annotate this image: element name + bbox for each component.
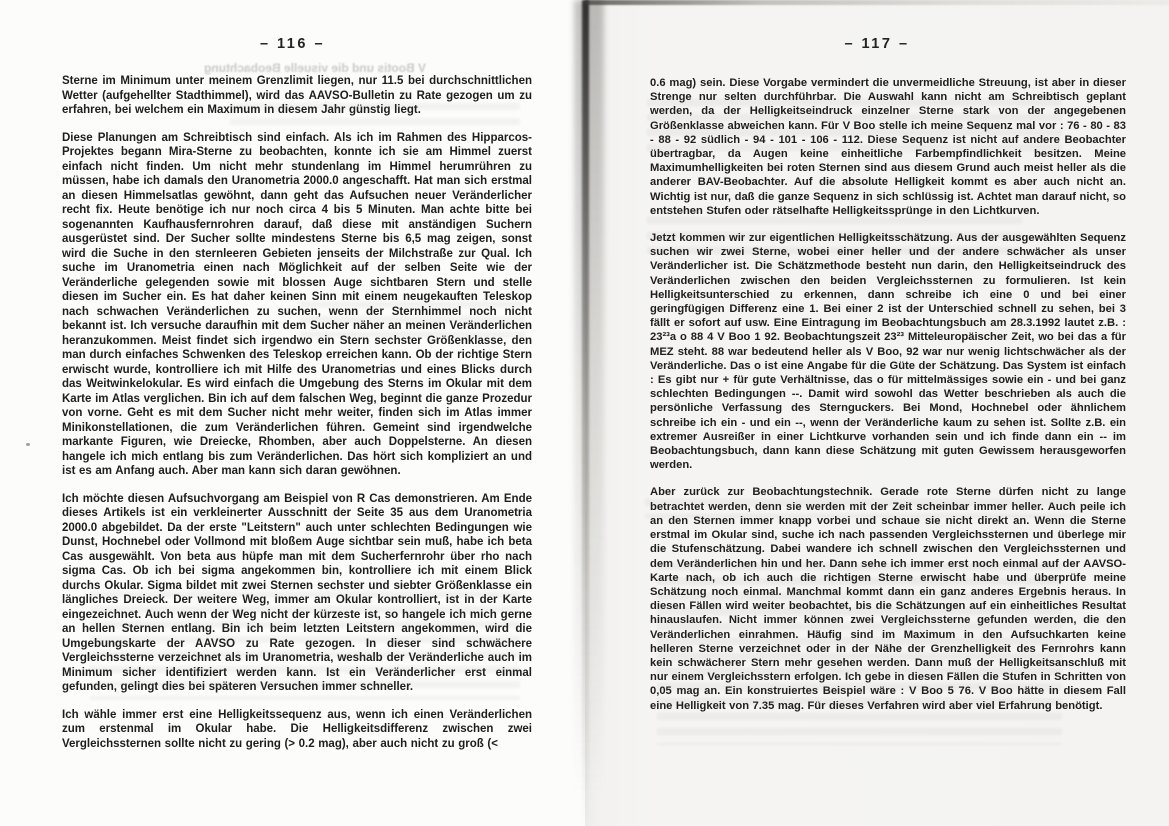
page-number: – 116 – [259,36,326,52]
text-column [650,76,1126,726]
paragraph: Ich möchte diesen Aufsuchvorgang am Beispiel von R Cas demonstrieren. Am Ende dieses Artikels ist ein verkleinerter Ausschnitt der Seite 35 aus dem Uranometria 2000.0 abgebildet. Da der erste "Leitstern" auch unter schlechten Bedingungen wie Dunst, Hochnebel oder Vollmond mit bloßem Auge sichtbar sein muß, habe ich beta Cas ausgewählt. Von beta aus hüpfe man mit dem Sucherfernrohr über rho nach sigma Cas. Ob ich bei sigma angekommen bin, kontrolliere ich mit einem Blick durchs Okular. Sigma bildet mit zwei Sternen sechster und siebter Größenklasse ein längliches Dreieck. Der weitere Weg, immer am Okular kontrolliert, ist in der Karte eingezeichnet. Auch wenn der Weg nicht der kürzeste ist, so hangele ich mich gerne an hellen Sternen entlang. Bin ich beim letzten Leitstern angekommen, wird die Umgebungskarte der AAVSO zu Rate gezogen. In dieser sind schwächere Vergleichssterne verzeichnet als im Uranometria, weshalb der Veränderliche auch im Minimum sicher identifiziert werden kann. Ist ein Veränderlicher erst einmal gefunden, gelingt dies bei späteren Versuchen immer schneller. [62,492,532,693]
scan-speck [26,443,30,446]
paragraph: Diese Planungen am Schreibtisch sind einfach. Als ich im Rahmen des Hipparcos-Projektes begann Mira-Sterne zu beobachten, konnte ich sie am Himmel zuerst einfach nicht finden. Um nicht mehr stundenlang im Himmel herumrühren zu müssen, habe ich damals den Uranometria 2000.0 angeschafft. Hat man sich erstmal an diesen Himmelsatlas gewöhnt, dann geht das Aufsuchen neuer Veränderlicher recht fix. Heute benötige ich nur noch circa 4 bis 5 Minuten. Man achte bitte bei sogenannten Kaufhausfernrohren darauf, daß diese mit anständigen Suchern ausgerüstet sind. Der Sucher sollte mindestens Sterne bis 6,5 mag zeigen, sonst wird die Suche in den sternleeren Gebieten jenseits der Milchstraße zur Qual. Ich suche im Uranometria einen nach Möglichkeit auf der selben Seite wie der Veränderliche gelegenden sowie mit blossen Auge sichtbaren Stern und stelle diesen im Sucher ein. Es hat daher keinen Sinn mit einem neugekauften Teleskop nach schwachen Veränderlichen zu suchen, wenn der Sternhimmel noch nicht bekannt ist. Ich versuche daraufhin mit dem Sucher näher an meinen Veränderlichen heranzukommen. Meist findet sich irgendwo ein Stern sechster Größenklasse, den man durch einfaches Schwenken des Teleskop erreichen kann. Ob der richtige Stern erwischt wurde, kontrolliere ich mit Hilfe des Uranometrias und eines Blicks durch das Weitwinkelokular. Es wird einfach die Umgebung des Sterns im Okular mit dem Karte im Atlas verglichen. Bin ich auf dem falschen Weg, beginnt die ganze Prozedur von vorne. Geht es mit dem Sucher nicht mehr weiter, finden sich im Atlas immer Minikonstellationen, die zum Veränderlichen führen. Gemeint sind irgendwelche markante Figuren, wie Dreiecke, Rhomben, aber auch Doppelsterne. An diesen hangele ich mich entlang bis zum Veränderlichen. Das hört sich kompliziert an und ist es am Anfang auch. Aber man kann sich daran gewöhnen. [62,131,532,477]
paragraph: Jetzt kommen wir zur eigentlichen Helligkeitsschätzung. Aus der ausgewählten Sequenz suchen wir zwei Sterne, wobei einer heller und der andere schwächer als unser Veränderlicher ist. Die Schätzmethode besteht nun darin, den Helligkeitseindruck des Veränderlichen zwischen den beiden Vergleichssternen zu formulieren. Ist kein Helligkeitsunterschied zu erkennen, dann schreibe ich eine 0 und bei einer geringfügigen Differenz eine 1. Bei einer 2 ist der Unterschied schnell zu sehen, bei 3 fällt er sofort auf usw. Eine Eintragung im Beobachtungsbuch am 28.3.1992 lautet z.B. : 23²³a o 88 4 V Boo 1 92. Beobachtungszeit 23²³ Mitteleuropäischer Zeit, wo bei das a für MEZ steht. 88 war bedeutend heller als V Boo, 92 war nur wenig lichtschwächer als der Veränderliche. Das o ist eine Angabe für die Güte der Schätzung. Das System ist einfach : Es gibt nur + für gute Verhältnisse, das o für mittelmässiges sowie ein - und bei ganz schlechten Bedingungen --. Damit wird sowohl das Wetter beschrieben als auch die persönliche Verfassung des Sternguckers. Bei Mond, Hochnebel oder ähnlichem schreibe ich ein - und ein --, wenn der Veränderliche kaum zu sehen ist. Sollte z.B. ein extremer Ausreißer in einer Lichtkurve vorhanden sein und ich finde dann ein -- im Beobachtungsbuch, dann kann diese Schätzung mit guten Gewissem herausgeworfen werden. [650,232,1126,472]
paragraph: Ich wähle immer erst eine Helligkeitssequenz aus, wenn ich einen Veränderlichen zum erstenmal im Okular habe. Die Helligkeitsdifferenz zwischen zwei Vergleichssternen sollte nicht zu gering (> 0.2 mag), aber auch nicht zu groß (< [62,708,532,750]
paragraph: Aber zurück zur Beobachtungstechnik. Gerade rote Sterne dürfen nicht zu lange betrachtet werden, denn sie werden mit der Zeit scheinbar immer heller. Auch peile ich an den Sternen immer knapp vorbei und schaue sie nicht direkt an. Wenn die Sterne erstmal im Okular sind, suche ich nach passenden Vergleichssternen und überlege mir die Stufenschätzung. Dabei wandere ich schnell zwischen den Vergleichssternen und dem Veränderlichen hin und her. Dann sehe ich immer erst noch einmal auf der AAVSO-Karte nach, ob ich auch die richtigen Sterne erwischt habe und überprüfe meine Schätzung noch einmal. Manchmal kommt dann ein ganz anderes Ergebnis heraus. In diesen Fällen wird weiter beobachtet, bis die Schätzungen auf ein einheitliches Resultat hinauslaufen. Nicht immer können zwei Vergleichssterne gefunden werden, die den Veränderlichen einrahmen. Häufig sind im Maximum in den Aufsuchkarten keine helleren Sterne verzeichnet oder in der Nähe der Grenzhelligkeit des Fernrohrs kann kein schwächerer Stern mehr gesehen werden. Dann muß der Helligkeitsanschluß mit nur einem Vergleichsstern erfolgen. Ich gebe in diesen Fällen die Stufen in Schritten von 0,05 mag an. Ein konstruiertes Beispiel wäre : V Boo 5 76. V Boo hätte in diesem Fall eine Helligkeit von 7.35 mag. Für dieses Verfahren wird aber viel Erfahrung benötigt. [650,486,1126,712]
bleedthrough-heading: V Bootis und die visuelle Beobachtung [203,61,427,75]
text-column [62,74,532,764]
paragraph: 0.6 mag) sein. Diese Vorgabe vermindert die unvermeidliche Streuung, ist aber in dieser Strenge nur selten durchführbar. Die Auswahl kann nicht am Schreibtisch geplant werden, da der Helligkeitseindruck einzelner Sterne stark von der angegebenen Größenklasse abweichen kann. Für V Boo stelle ich meine Sequenz mal vor : 76 - 80 - 83 - 88 - 92 südlich - 94 - 101 - 106 - 112. Diese Sequenz ist nicht auf andere Beobachter übertragbar, da Augen keine einheitliche Farbempfindlichkeit besitzen. Meine Maximumhelligkeiten bei roten Sternen sind aus diesem Grund auch meist heller als die anderer BAV-Beobachter. Auf die absolute Helligkeit kommt es aber auch nicht an. Wichtig ist nur, daß die ganze Sequenz in sich schlüssig ist. Achtet man darauf nicht, so entstehen Stufen oder rätselhafte Helligkeitssprünge in den Lichtkurven. [650,77,1126,217]
paragraph: Sterne im Minimum unter meinem Grenzlimit liegen, nur 11.5 bei durchschnittlichen Wetter (aufgehellter Stadthimmel), wird das AAVSO-Bulletin zu Rate gezogen um zu erfahren, bei welchem ein Maximum in diesem Jahr günstig liegt. [62,75,532,116]
scan-page-right [585,0,1169,826]
page-number: – 117 – [844,36,910,52]
